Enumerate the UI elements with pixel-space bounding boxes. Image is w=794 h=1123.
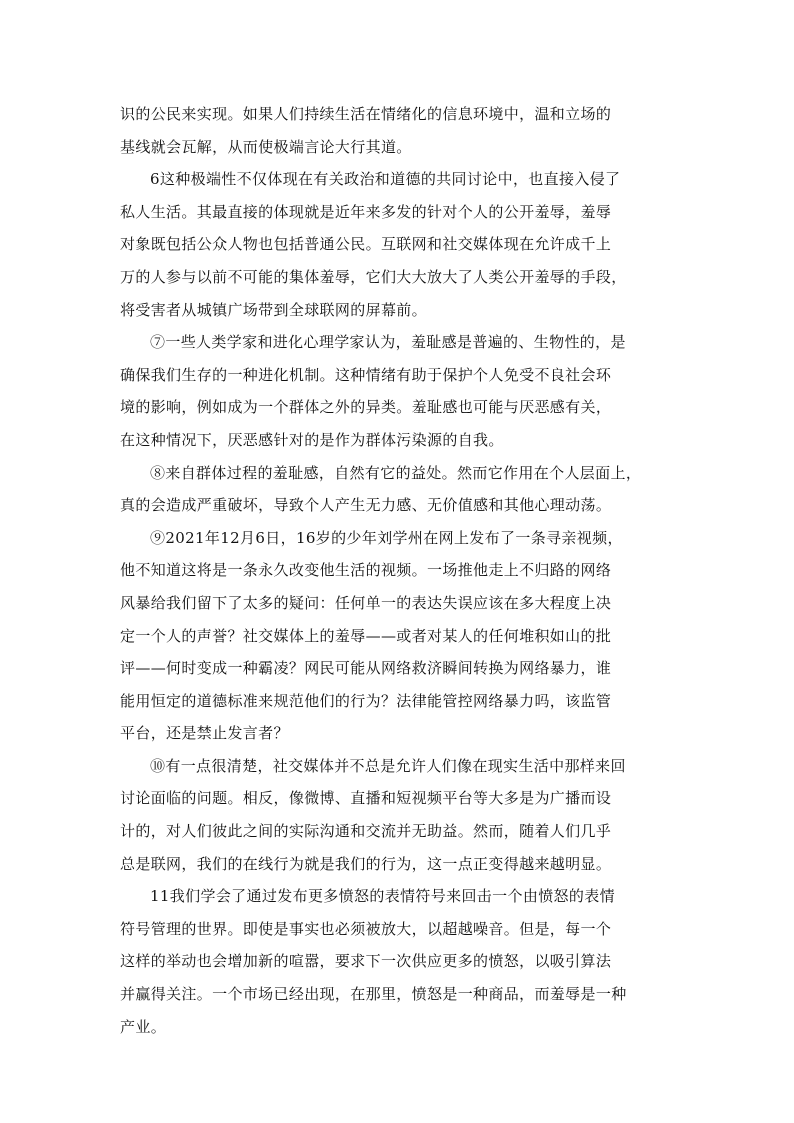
text-line: 真的会造成严重破坏，导致个人产生无力感、无价值感和其他心理动荡。	[120, 496, 612, 515]
article-body	[120, 98, 676, 1043]
text-line: 计的，对人们彼此之间的实际沟通和交流并无助益。然而，随着人们几乎	[120, 822, 612, 841]
text-line: ⑩有一点很清楚，社交媒体并不总是允许人们像在现实生活中那样来回	[150, 756, 626, 775]
text-line: 在这种情况下，厌恶感针对的是作为群体污染源的自我。	[120, 430, 504, 449]
text-line: 这样的举动也会增加新的喧嚣，要求下一次供应更多的愤怒，以吸引算法	[120, 952, 612, 971]
text-line: 他不知道这将是一条永久改变他生活的视频。一场推他走上不归路的网络	[120, 561, 612, 580]
text-line: 产业。	[120, 1017, 167, 1036]
text-line: ⑨2021年12月6日，16岁的少年刘学州在网上发布了一条寻亲视频，	[150, 528, 623, 547]
text-line: 并赢得关注。一个市场已经出现，在那里，愤怒是一种商品，而羞辱是一种	[120, 985, 627, 1004]
text-line: 6这种极端性不仅体现在有关政治和道德的共同讨论中，也直接入侵了	[150, 170, 621, 189]
text-line: 平台，还是禁止发言者？	[120, 724, 289, 743]
text-line: 定一个人的声誉？社交媒体上的羞辱——或者对某人的任何堆积如山的批	[120, 626, 612, 645]
text-line: 11我们学会了通过发布更多愤怒的表情符号来回击一个由愤怒的表情	[150, 887, 615, 906]
text-line: 识的公民来实现。如果人们持续生活在情绪化的信息环境中，温和立场的	[120, 105, 612, 123]
text-line: ⑦一些人类学家和进化心理学家认为，羞耻感是普遍的、生物性的，是	[150, 333, 626, 352]
text-line: 万的人参与以前不可能的集体羞辱，它们大大放大了人类公开羞辱的手段，	[120, 267, 627, 286]
text-line: 将受害者从城镇广场带到全球联网的屏幕前。	[120, 300, 428, 319]
text-line: 能用恒定的道德标准来规范他们的行为？法律能管控网络暴力吗，该监管	[120, 691, 612, 710]
text-line: 确保我们生存的一种进化机制。这种情绪有助于保护个人免受不良社会环	[120, 365, 612, 384]
text-line: 评——何时变成一种霸凌？网民可能从网络救济瞬间转换为网络暴力，谁	[120, 659, 612, 678]
text-line: 符号管理的世界。即使是事实也必须被放大，以超越噪音。但是，每一个	[120, 919, 612, 938]
text-line: 境的影响，例如成为一个群体之外的异类。羞耻感也可能与厌恶感有关，	[120, 398, 612, 417]
text-line: 私人生活。其最直接的体现就是近年来多发的针对个人的公开羞辱，羞辱	[120, 202, 612, 221]
text-line: 对象既包括公众人物也包括普通公民。互联网和社交媒体现在允许成千上	[120, 235, 612, 254]
text-line: 总是联网，我们的在线行为就是我们的行为，这一点正变得越来越明显。	[120, 854, 612, 873]
text-line: 基线就会瓦解，从而使极端言论大行其道。	[120, 137, 412, 156]
text-line: 讨论面临的问题。相反，像微博、直播和短视频平台等大多是为广播而设	[120, 789, 612, 808]
text-line: ⑧来自群体过程的羞耻感，自然有它的益处。然而它作用在个人层面上，	[150, 463, 642, 482]
text-line: 风暴给我们留下了太多的疑问：任何单一的表达失误应该在多大程度上决	[120, 593, 612, 612]
